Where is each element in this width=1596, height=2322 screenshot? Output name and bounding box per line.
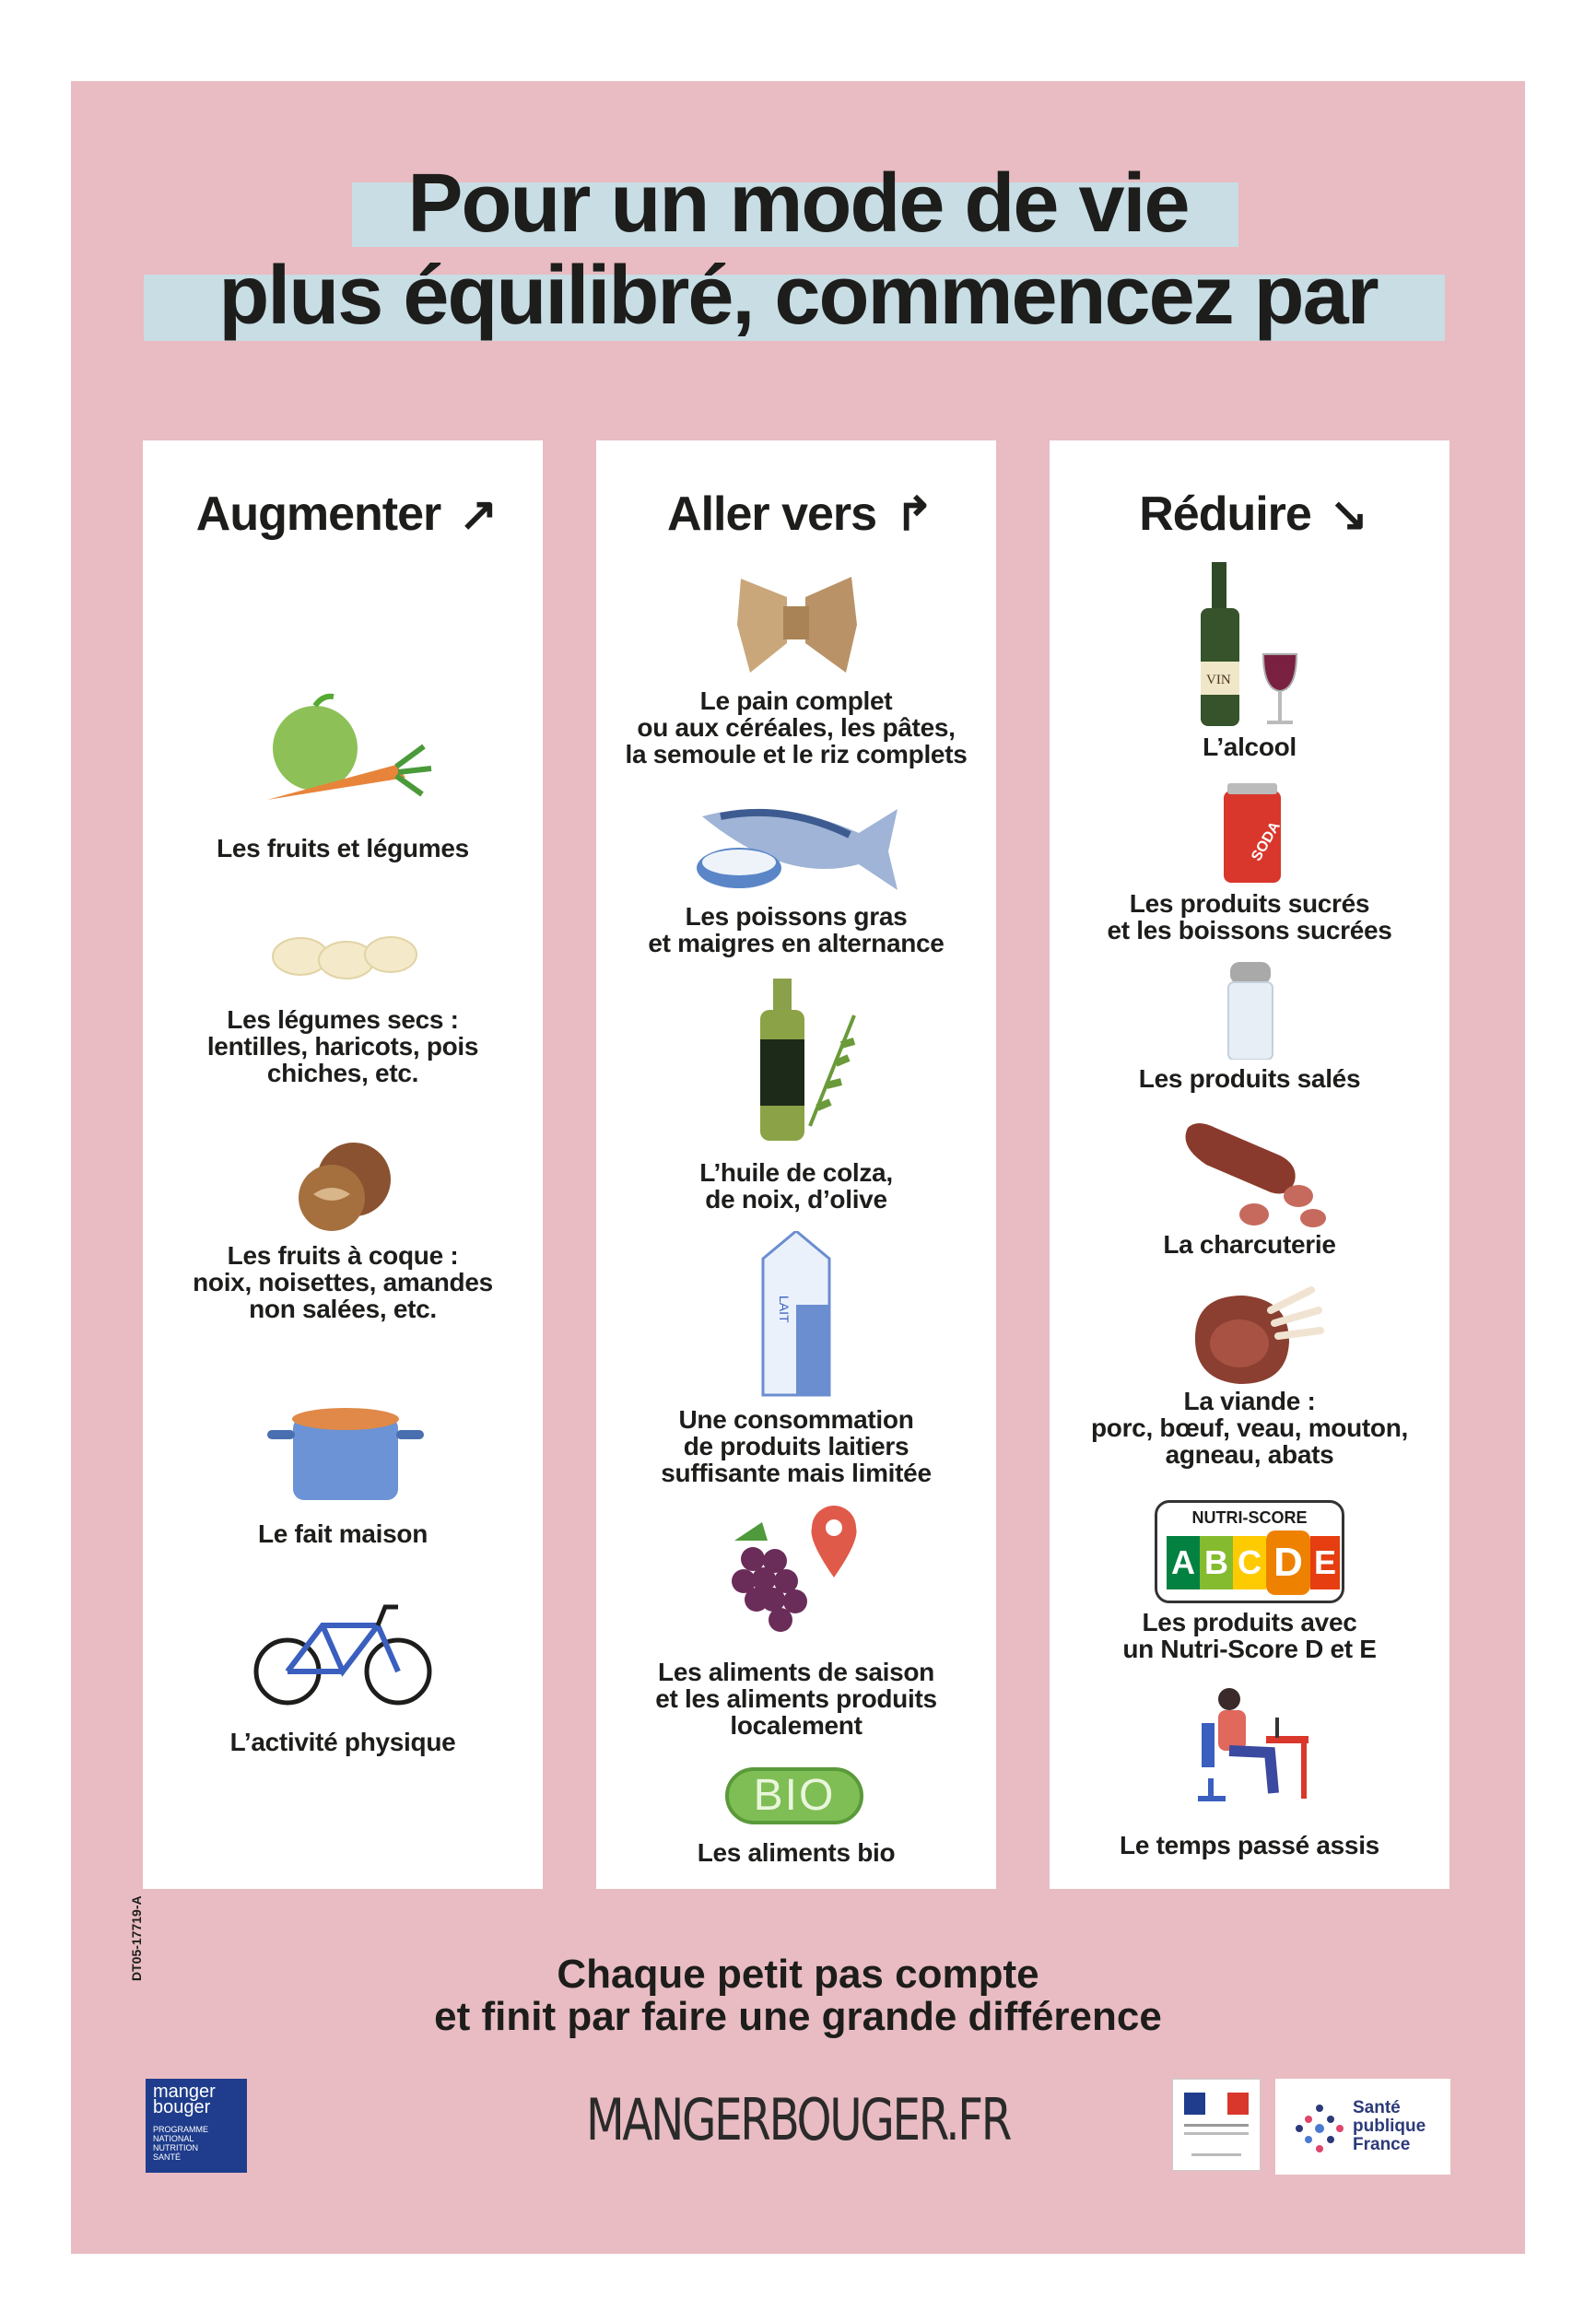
walnut-icon xyxy=(286,1137,405,1238)
page-title-line2: plus équilibré, commencez par xyxy=(218,250,1378,342)
list-item: Le temps passé assis xyxy=(1120,1831,1379,1859)
apple-carrot-icon xyxy=(258,691,442,820)
list-item: Les aliments bio xyxy=(697,1838,896,1867)
dots-icon xyxy=(1294,2103,1345,2154)
person-sitting-icon xyxy=(1192,1686,1312,1806)
list-item: Les produits avec un Nutri-Score D et E xyxy=(1122,1608,1377,1663)
wine-icon xyxy=(1197,562,1308,728)
list-item: Les légumes secs : lentilles, haricots, pois chiches, etc. xyxy=(206,1005,479,1087)
list-item: L’huile de colza, de noix, d’olive xyxy=(699,1158,893,1214)
column-aller-vers xyxy=(596,440,996,1889)
list-item: Les produits sucrés et les boissons sucrées xyxy=(1107,889,1392,944)
list-item: La viande : porc, bœuf, veau, mouton, agneau, abats xyxy=(1090,1387,1409,1469)
list-item: L’alcool xyxy=(1203,733,1297,761)
list-item: Le fait maison xyxy=(257,1519,428,1548)
meat-icon xyxy=(1188,1277,1326,1388)
list-item: Les produits salés xyxy=(1138,1064,1361,1093)
svg-text:SODA: SODA xyxy=(1249,819,1284,864)
svg-text:VIN: VIN xyxy=(1206,673,1231,687)
list-item: Les poissons gras et maigres en alternance xyxy=(648,902,945,957)
bicycle-icon xyxy=(251,1598,435,1708)
pasta-icon xyxy=(732,569,861,678)
grapes-location-icon xyxy=(716,1504,863,1638)
list-item: L’activité physique xyxy=(229,1728,456,1756)
nutri-score-icon: NUTRI-SCORE A B C D E xyxy=(1155,1500,1344,1603)
tagline: Chaque petit pas compte et finit par faire une grande différence xyxy=(434,1952,1162,2039)
column-heading: Aller vers ↱ xyxy=(596,487,996,542)
manger-bouger-logo: manger bouger PROGRAMME NATIONAL NUTRITION SANTÉ xyxy=(146,2079,247,2173)
salt-shaker-icon xyxy=(1225,962,1276,1060)
list-item: Les aliments de saison et les aliments produits localement xyxy=(655,1658,937,1740)
document-code: DT05-17719-A xyxy=(129,1895,144,1981)
list-item: Les fruits et légumes xyxy=(217,834,469,862)
fish-icon xyxy=(693,796,905,899)
list-item: Le pain complet ou aux céréales, les pâtes, la semoule et le riz complets xyxy=(625,686,968,768)
cooking-pot-icon xyxy=(267,1399,424,1509)
republique-francaise-logo xyxy=(1172,2079,1261,2171)
column-heading: Augmenter ↗ xyxy=(143,487,543,542)
list-item: Les fruits à coque : noix, noisettes, amandes non salées, etc. xyxy=(193,1241,493,1323)
soda-can-icon xyxy=(1220,783,1285,885)
page-title-line1: Pour un mode de vie xyxy=(407,158,1189,250)
column-heading: Réduire ↘ xyxy=(1050,487,1449,542)
list-item: La charcuterie xyxy=(1163,1230,1336,1259)
sausage-icon xyxy=(1169,1109,1335,1229)
milk-carton-icon xyxy=(759,1231,833,1397)
website-link[interactable]: MANGERBOUGER.FR xyxy=(585,2086,1011,2153)
column-reduire xyxy=(1050,440,1449,1889)
column-augmenter xyxy=(143,440,543,1889)
sante-publique-france-logo: Santé publique France xyxy=(1275,2079,1450,2175)
svg-text:LAIT: LAIT xyxy=(777,1296,792,1323)
list-item: Une consommation de produits laitiers suffisante mais limitée xyxy=(661,1405,932,1487)
beans-icon xyxy=(267,920,424,993)
oil-bottle-icon xyxy=(753,979,863,1143)
bio-label-icon: BIO xyxy=(725,1767,863,1824)
